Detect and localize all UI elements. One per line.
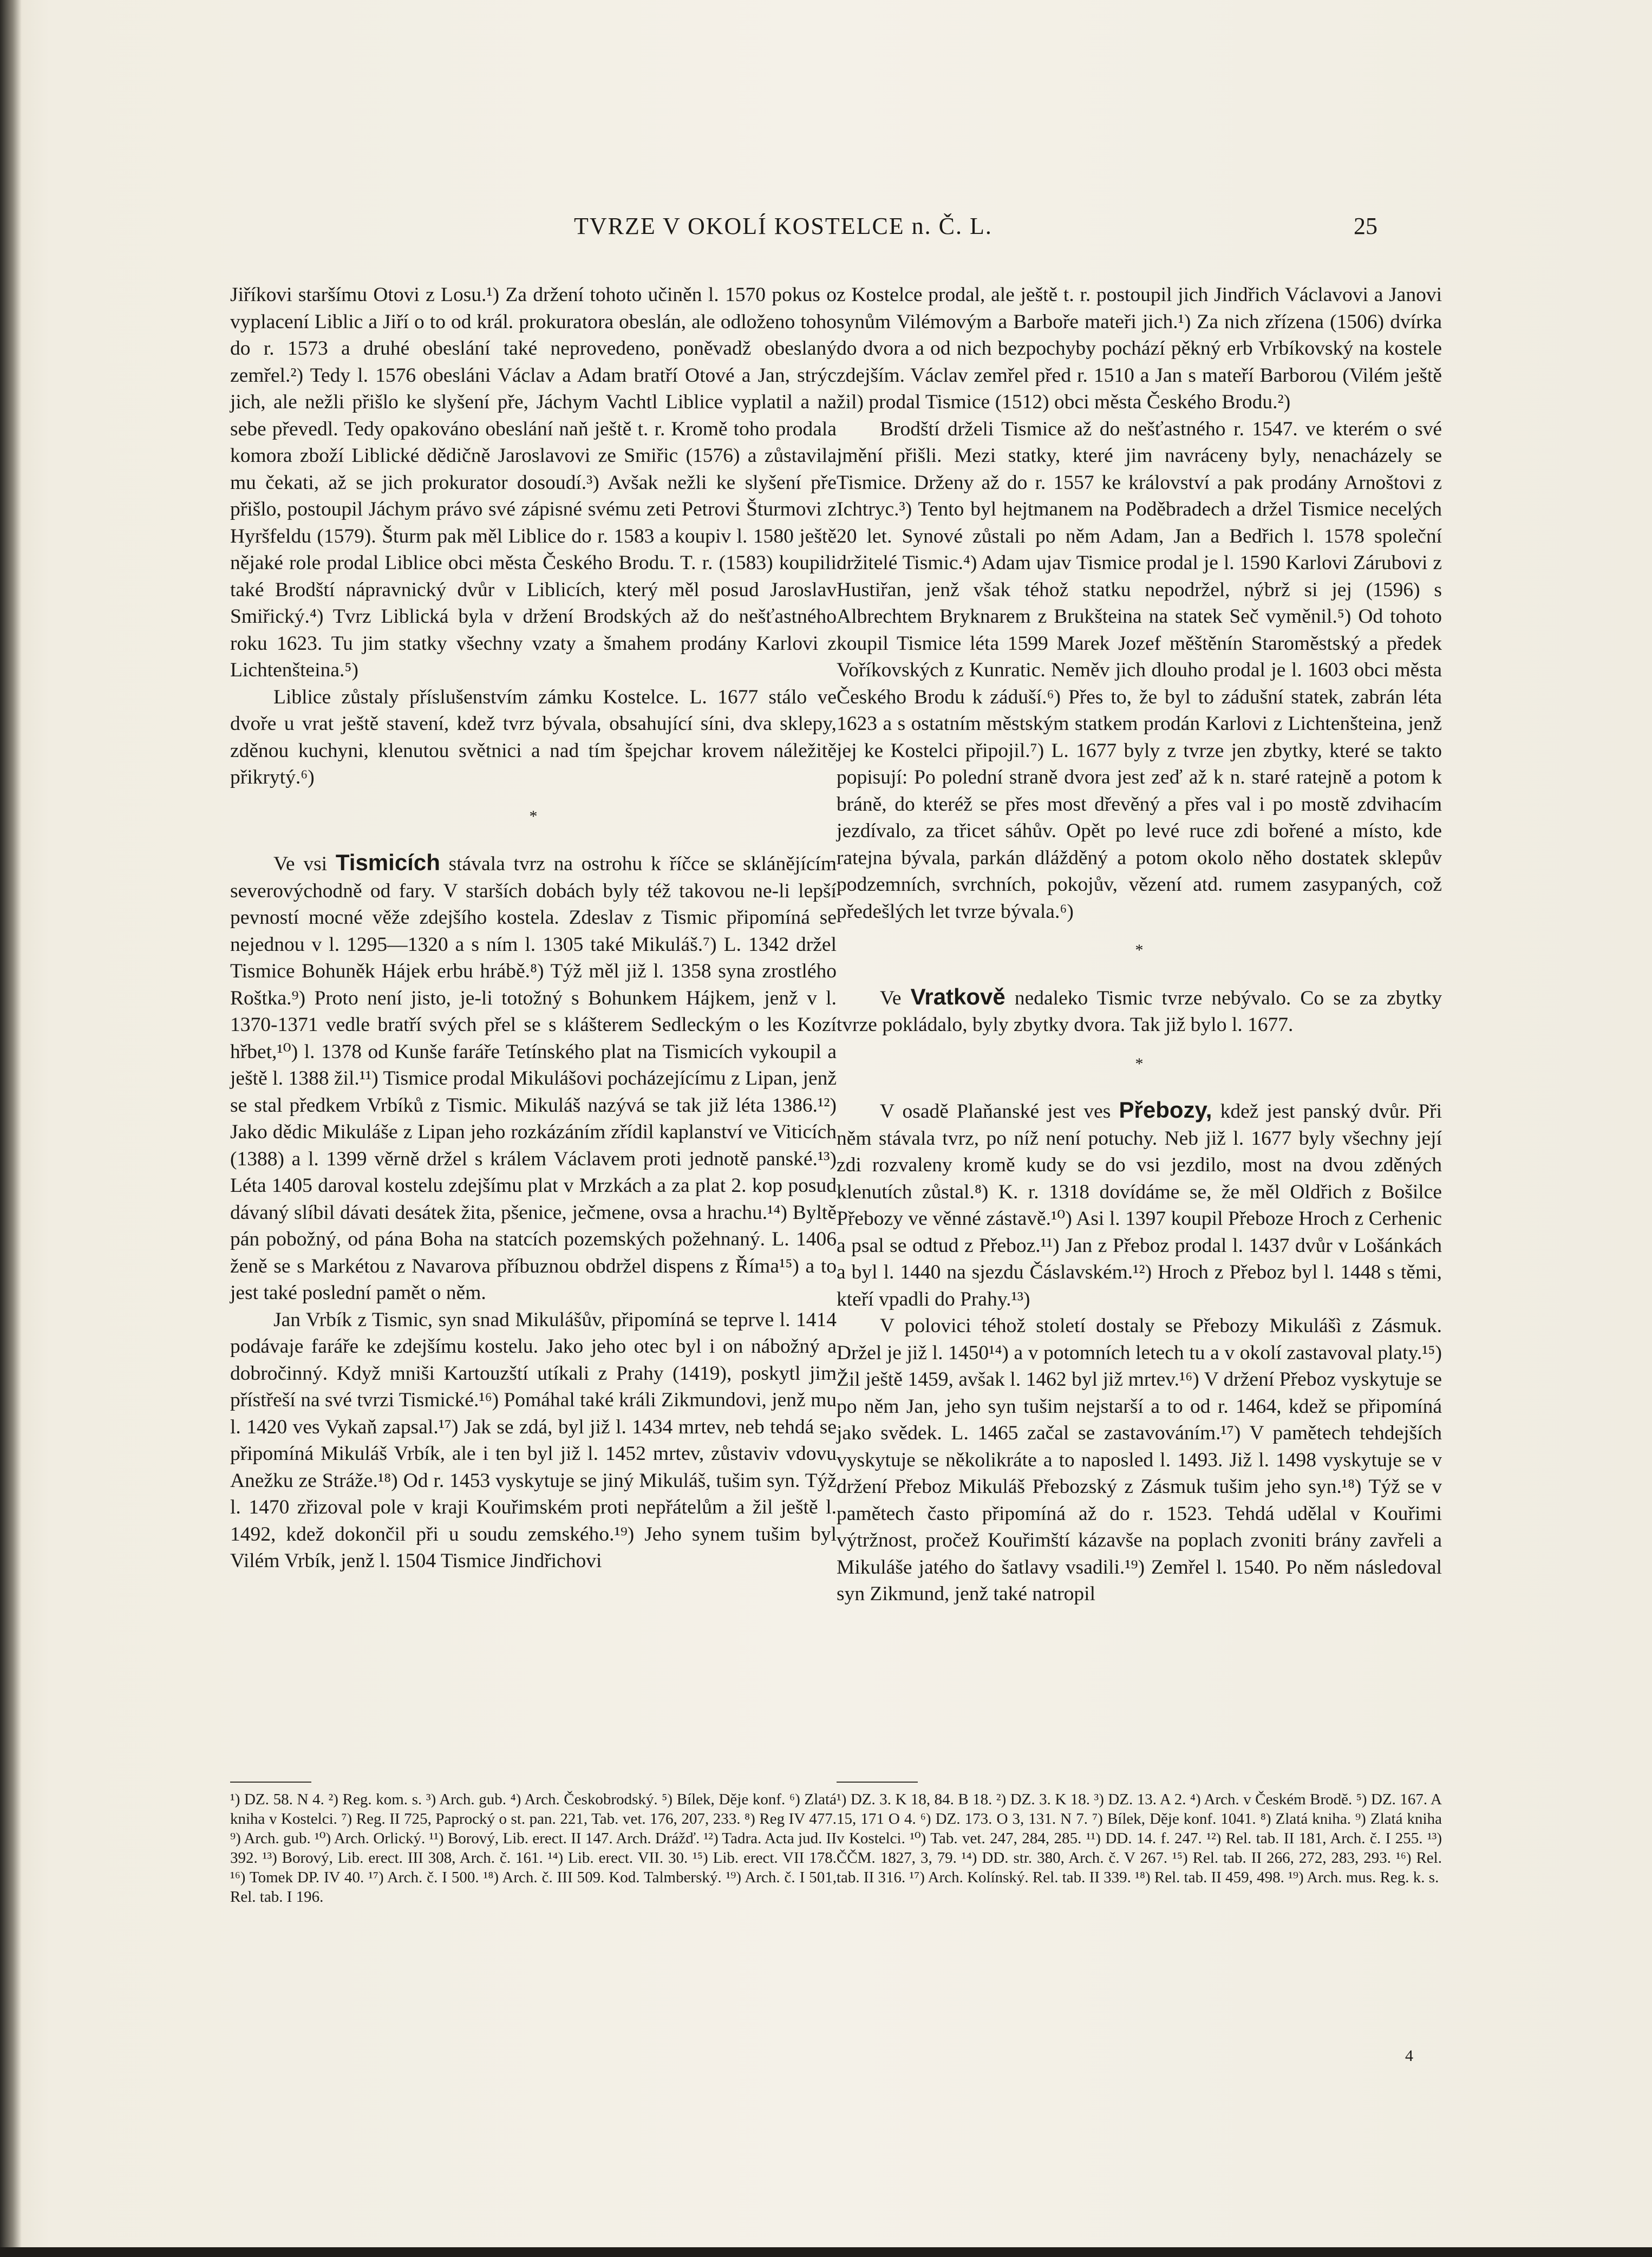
paragraph-text: stávala tvrz na ostrohu k říčce se sklánějícím severovýchodně od fary. V starších dobách byly též takovou ne-li lepší pevností mocné věže zdejšího kostela. Zdeslav z Tismic připomíná se nejednou v l. 1295—1320 a s ním l. 1305 také Mikuláš.⁷) L. 1342 držel Tismice Bohuněk Hájek erbu hrábě.⁸) Týž měl již l. 1358 syna zrostlého Roštka.⁹) Proto není jisto, je-li totožný s Bohunkem Hájkem, jenž v l. 1370-1371 vedle bratří svých přel se s klášterem Sedleckým o les Kozí hřbet,¹⁰) l. 1378 od Kunše faráře Tetínského plat na Tismicích vykoupil a ještě l. 1388 žil.¹¹) Tismice prodal Mikulášovi pocházejícímu z Lipan, jenž se stal předkem Vrbíků z Tismic. Mikuláš nazývá se tak již léta 1386.¹²) Jako dědic Mikuláše z Lipan jeho rozkázáním zřídil kaplanství ve Viticích (1388) a l. 1399 věrně držel s králem Václavem proti jednotě panské.¹³) Léta 1405 daroval kostelu zdejšímu plat v Mrzkách a za plat 2. kop posud dávaný slíbil dávati desátek žita, pšenice, ječmene, ovsa a hrachu.¹⁴) Byltě pán pobožný, od pána Boha na statcích pozemských požehnaný. L. 1406 ženě se s Markétou z Navarova příbuznou obdržel dispens z Říma¹⁵) a to jest také poslední pamět o něm.: [230, 853, 837, 1304]
paragraph-tismice: [230, 849, 837, 1307]
footnote-rule: [837, 1782, 918, 1783]
left-column: [230, 282, 837, 1575]
book-spine-shadow: [0, 0, 22, 2257]
page-bottom-edge: [0, 2247, 1652, 2257]
section-separator: *: [529, 807, 538, 825]
lead-text: Ve vsi: [273, 853, 328, 875]
paragraph: Jan Vrbík z Tismic, syn snad Mikulášův, připomíná se teprve l. 1414 podávaje faráře ke zdejšímu kostelu. Jako jeho otec byl i on nábožný a dobročinný. Když mniši Kartouzští utíkali z Prahy (1419), poskytl jim přístřeší na své tvrzi Tismické.¹⁶) Pomáhal také králi Zikmundovi, jenž mu l. 1420 ves Vykaň zapsal.¹⁷) Jak se zdá, byl již l. 1434 mrtev, neb tehdá se připomíná Mikuláš Vrbík, ale i ten byl již l. 1452 mrtev, zůstaviv vdovu Anežku ze Stráže.¹⁸) Od r. 1453 vyskytuje se jiný Mikuláš, tušim syn. Týž l. 1470 zřizoval pole v kraji Kouřimském proti nepřátelům a žil ještě l. 1492, kdež dokončil při u soudu zemského.¹⁹) Jeho synem tušim byl Vilém Vrbík, jenž l. 1504 Tismice Jindřichovi: [230, 1308, 837, 1572]
paragraph-text: kdež jest panský dvůr. Při něm stávala tvrz, po níž není potuchy. Neb již l. 1677 byly všechny její zdi rozvaleny kromě kudy se do vsi jezdilo, most na dvou zděných klenutích zůstal.⁸) K. r. 1318 dovídáme se, že měl Oldřich z Bošilce Přebozy ve věnné zástavě.¹⁰) Asi l. 1397 koupil Přeboze Hroch z Cerhenic a psal se odtud z Přeboz.¹¹) Jan z Přeboz prodal l. 1437 dvůr v Lošánkách a byl l. 1440 na sjezdu Čáslavském.¹²) Hroch z Přeboz byl l. 1448 s těmi, kteří vpadli do Prahy.¹³): [837, 1100, 1442, 1310]
paragraph-text: nedaleko Tismic tvrze nebývalo. Co se za zbytky tvrze pokládalo, byly zbytky dvora. Tak již bylo l. 1677.: [837, 987, 1442, 1036]
signature-mark: 4: [1405, 2047, 1413, 2065]
place-heading: Přebozy,: [1119, 1097, 1212, 1123]
paragraph: z Kostelce prodal, ale ještě t. r. postoupil jich Jindřich Václavovi a Janovi synům Vilémovým a Barboře mateři jich.¹) Za nich zřízena (1506) dvírka do dvora a od nich bezpochyby pochází pěkný erb Vrbíkovský na kostele zdejším. Václav zemřel před r. 1510 a Jan s mateří Barborou (Vilém ještě žil) prodal Tismice (1512) obci města Českého Brodu.²): [837, 284, 1442, 413]
paragraph: Jiříkovi staršímu Otovi z Losu.¹) Za držení tohoto učiněn l. 1570 pokus o vyplacení Liblic a Jiří o to od král. prokuratora obeslán, ale odloženo toho do r. 1573 a druhé obeslání také neprovedeno, poněvadž obeslaný zemřel.²) Tedy l. 1576 obesláni Václav a Adam bratří Otové a Jan, strýc jich, ale nežli přišlo ke slyšení pře, Jáchym Vachtl Liblice vyplatil a na sebe převedl. Tedy opakováno obeslání naň ještě t. r. Kromě toho prodala komora zboží Liblické dědičně Jaroslavovi ze Smiřic (1576) a zůstavila mu čekati, až se jich prokurator dosoudí.³) Avšak nežli ke slyšení pře přišlo, postoupil Jáchym právo své zápisné svému zeti Petrovi Šturmovi z Hyršfeldu (1579). Šturm pak měl Liblice do r. 1583 a koupiv l. 1580 ještě nějaké role prodal Liblice obci města Českého Brodu. T. r. (1583) koupili také Brodští nápravnický dvůr v Liblicích, který měl posud Jaroslav Smiřický.⁴) Tvrz Liblická byla v držení Brodských až do nešťastného roku 1623. Tu jim statky všechny vzaty a šmahem prodány Karlovi z Lichtenšteina.⁵): [230, 284, 837, 681]
footnotes-right: ¹) DZ. 3. K 18, 84. B 18. ²) DZ. 3. K 18. ³) DZ. 13. A 2. ⁴) Arch. v Českém Brodě. ⁵) DZ. 167. A 15, 171 O 4. ⁶) DZ. 173. O 3, 131. N 7. ⁷) Bílek, Děje konf. 1041. ⁸) Zlatá kniha. ⁹) Zlatá kniha v Kostelci. ¹⁰) Tab. vet. 247, 284, 285. ¹¹) DD. 14. f. 247. ¹²) Rel. tab. II 181, Arch. č. I 255. ¹³) ČČM. 1827, 3, 79. ¹⁴) DD. str. 380, Arch. č. V 267. ¹⁵) Rel. tab. II 266, 272, 283, 293. ¹⁶) Rel. tab. II 316. ¹⁷) Arch. Kolínský. Rel. tab. II 339. ¹⁸) Rel. tab. II 459, 498. ¹⁹) Arch. mus. Reg. k. s.: [837, 1791, 1442, 1886]
footnotes-left: ¹) DZ. 58. N 4. ²) Reg. kom. s. ³) Arch. gub. ⁴) Arch. Českobrodský. ⁵) Bílek, Děje konf. ⁶) Zlatá kniha v Kostelci. ⁷) Reg. II 725, Paprocký o st. pan. 221, Tab. vet. 176, 207, 233. ⁸) Reg IV 477. ⁹) Arch. gub. ¹⁰) Arch. Orlický. ¹¹) Borový, Lib. erect. II 147. Arch. Drážď. ¹²) Tadra. Acta jud. II 392. ¹³) Borový, Lib. erect. III 308, Arch. č. 161. ¹⁴) Lib. erect. VII. 30. ¹⁵) Lib. erect. VII 178. ¹⁶) Tomek DP. IV 40. ¹⁷) Arch. č. I 500. ¹⁸) Arch. č. III 509. Kod. Talmberský. ¹⁹) Arch. č. I 501, Rel. tab. I 196.: [230, 1791, 837, 1906]
place-heading: Vratkově: [910, 983, 1005, 1009]
paragraph: Brodští drželi Tismice až do nešťastného r. 1547. ve kterém o své jmění přišli. Mezi statky, které jim navráceny byly, nenacházely se Tismice. Drženy až do r. 1557 ke království a pak prodány Arnoštovi z Ichtryc.³) Tento byl hejtmanem na Poděbradech a držel Tismice necelých 20 let. Synové zůstali po něm Adam, Jan a Bedřich l. 1578 společní držitelé Tismic.⁴) Adam ujav Tismice prodal je l. 1590 Karlovi Zárubovi z Hustiřan, jenž však téhož statku nepodržel, nýbrž si jej (1596) s Albrechtem Bryknarem z Brukšteina na statek Seč vyměnil.⁵) Od tohoto koupil Tismice léta 1599 Marek Jozef měštěnín Staroměstský a předek Voříkovských z Kunratic. Neměv jich dlouho prodal je l. 1603 obci města Českého Brodu k záduší.⁶) Přes to, že byl to zádušní statek, zabrán léta 1623 a s ostatním městským statkem prodán Karlovi z Lichtenšteina, jenž jej ke Kostelci připojil.⁷) L. 1677 byly z tvrze jen zbytky, které se takto popisují: Po polední straně dvora jest zeď až k n. staré ratejně a potom k bráně, do kteréž se přes most dřevěný a přes val i po mostě zdvihacím jezdívalo, za třicet sáhův. Opět po levé ruce zdi bořené a místo, kde ratejna bývala, parkán dlážděný a potom okolo něho dostatek sklepův podzemních, svrchních, pokojův, vězení atd. rumem zasypaných, což předešlých let tvrze bývala.⁶): [837, 418, 1442, 923]
paragraph: Liblice zůstaly příslušenstvím zámku Kostelce. L. 1677 stálo ve dvoře u vrat ještě stavení, kdež tvrz bývala, obsahující síni, dva sklepy, zděnou kuchyni, klenutou světnici a nad tím špejchar krovem náležitě přikrytý.⁶): [230, 686, 837, 788]
paragraph-prebozy: [837, 1097, 1442, 1313]
page-header: [0, 212, 1652, 245]
place-heading: Tismicích: [335, 850, 440, 875]
paragraph: V polovici téhož století dostaly se Přebozy Mikulášì z Zásmuk. Držel je již l. 1450¹⁴) a v potomních letech tu a v okolí zastavoval platy.¹⁵) Žil ještě 1459, avšak l. 1462 byl již mrtev.¹⁶) V držení Přeboz vyskytuje se po něm Jan, jeho syn tušim nejstarší a to od r. 1464, kdež se připomíná jako svědek. L. 1465 začal se zastavováním.¹⁷) V pamětech tehdejších vyskytuje se několikráte a to naposled l. 1493. Již l. 1498 vyskytuje se v držení Přeboz Mikuláš Přebozský z Zásmuk tušim jeho syn.¹⁸) Týž se v pamětech často připomíná až do r. 1523. Tehdá udělal v Kouřimi výtržnost, pročež Kouřimští kázavše na poplach zvoniti brány zavřeli a Mikuláše jatého do šatlavy vsadili.¹⁹) Zemřel l. 1540. Po něm následoval syn Zikmund, jenž také natropil: [837, 1315, 1442, 1605]
section-separator: *: [1135, 1054, 1144, 1073]
lead-text: Ve: [880, 987, 902, 1009]
right-column: [837, 282, 1442, 1608]
section-separator: *: [1135, 941, 1144, 959]
lead-text: V osadě Plaňanské jest ves: [880, 1100, 1111, 1123]
page-number: 25: [1354, 213, 1377, 239]
footnote-rule: [230, 1782, 311, 1783]
running-title: TVRZE V OKOLÍ KOSTELCE n. Č. L.: [574, 213, 992, 239]
paragraph-vratkov: [837, 983, 1442, 1039]
